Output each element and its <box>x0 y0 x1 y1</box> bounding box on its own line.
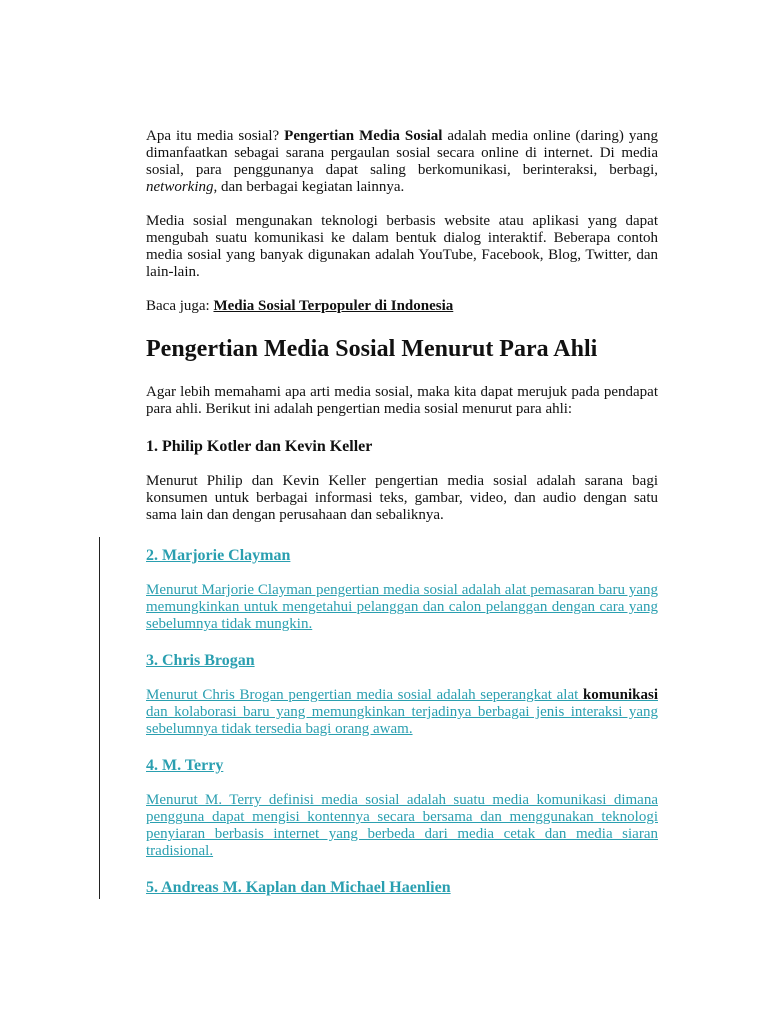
expert-title-2[interactable]: 2. Marjorie Clayman <box>146 547 291 564</box>
read-also-label: Baca juga: <box>146 298 214 314</box>
expert-title-4[interactable]: 4. M. Terry <box>146 757 224 774</box>
expert-title-1: 1. Philip Kotler dan Kevin Keller <box>146 438 373 455</box>
expert-title-3[interactable]: 3. Chris Brogan <box>146 652 255 669</box>
expert-text-1: Menurut Philip dan Kevin Keller pengertian media sosial adalah sarana bagi konsumen untuk berbagai informasi teks, gambar, video, dan audio dengan satu sama lain dan dengan perusahaan dan sebaliknya. <box>146 473 658 523</box>
section-heading: Pengertian Media Sosial Menurut Para Ahli <box>146 336 598 362</box>
expert-text-3-post: dan kolaborasi baru yang memungkinkan terjadinya berbagai jenis interaksi yang sebelumnya tidak tersedia bagi orang awam. <box>146 704 658 737</box>
expert-text-3-bold: komunikasi <box>582 687 658 703</box>
margin-bar <box>99 537 100 899</box>
expert-text-3-pre: Menurut Chris Brogan pengertian media sosial adalah seperangkat alat <box>146 687 583 703</box>
expert-text-2[interactable]: Menurut Marjorie Clayman pengertian media sosial adalah alat pemasaran baru yang memungkinkan untuk mengetahui pelanggan dan calon pelanggan dengan cara yang sebelumnya tidak mungkin. <box>146 582 658 632</box>
paragraph-experts-intro: Agar lebih memahami apa arti media sosial, maka kita dapat merujuk pada pendapat para ahli. Berikut ini adalah pengertian media sosial menurut para ahli: <box>146 384 658 417</box>
expert-text-3[interactable] <box>146 687 658 738</box>
intro-paragraph <box>146 128 658 196</box>
expert-title-5[interactable]: 5. Andreas M. Kaplan dan Michael Haenlien <box>146 879 451 896</box>
document-page <box>146 128 658 914</box>
read-also <box>146 298 658 315</box>
intro-lead: Apa itu media sosial? <box>146 128 285 144</box>
paragraph-technology: Media sosial mengunakan teknologi berbasis website atau aplikasi yang dapat mengubah suatu komunikasi ke dalam bentuk dialog interaktif. Beberapa contoh media sosial yang banyak digunakan adalah YouTube, Facebook, Blog, Twitter, dan lain-lain. <box>146 213 658 280</box>
intro-term: Pengertian Media Sosial <box>284 128 443 144</box>
intro-italic: networking <box>146 179 214 195</box>
read-also-link[interactable]: Media Sosial Terpopuler di Indonesia <box>213 298 454 314</box>
intro-rest: adalah media online (daring) yang dimanfaatkan sebagai sarana pergaulan sosial secara online di internet. Di media sosial, para penggunanya dapat saling berkomunikasi, berinteraksi, berbagi, <box>146 128 658 178</box>
expert-text-4[interactable]: Menurut M. Terry definisi media sosial adalah suatu media komunikasi dimana pengguna dapat mengisi kontennya secara bersama dan menggunakan teknologi penyiaran berbasis internet yang berbeda dari media cetak dan media siaran tradisional. <box>146 792 658 859</box>
intro-end: , dan berbagai kegiatan lainnya. <box>213 179 405 195</box>
